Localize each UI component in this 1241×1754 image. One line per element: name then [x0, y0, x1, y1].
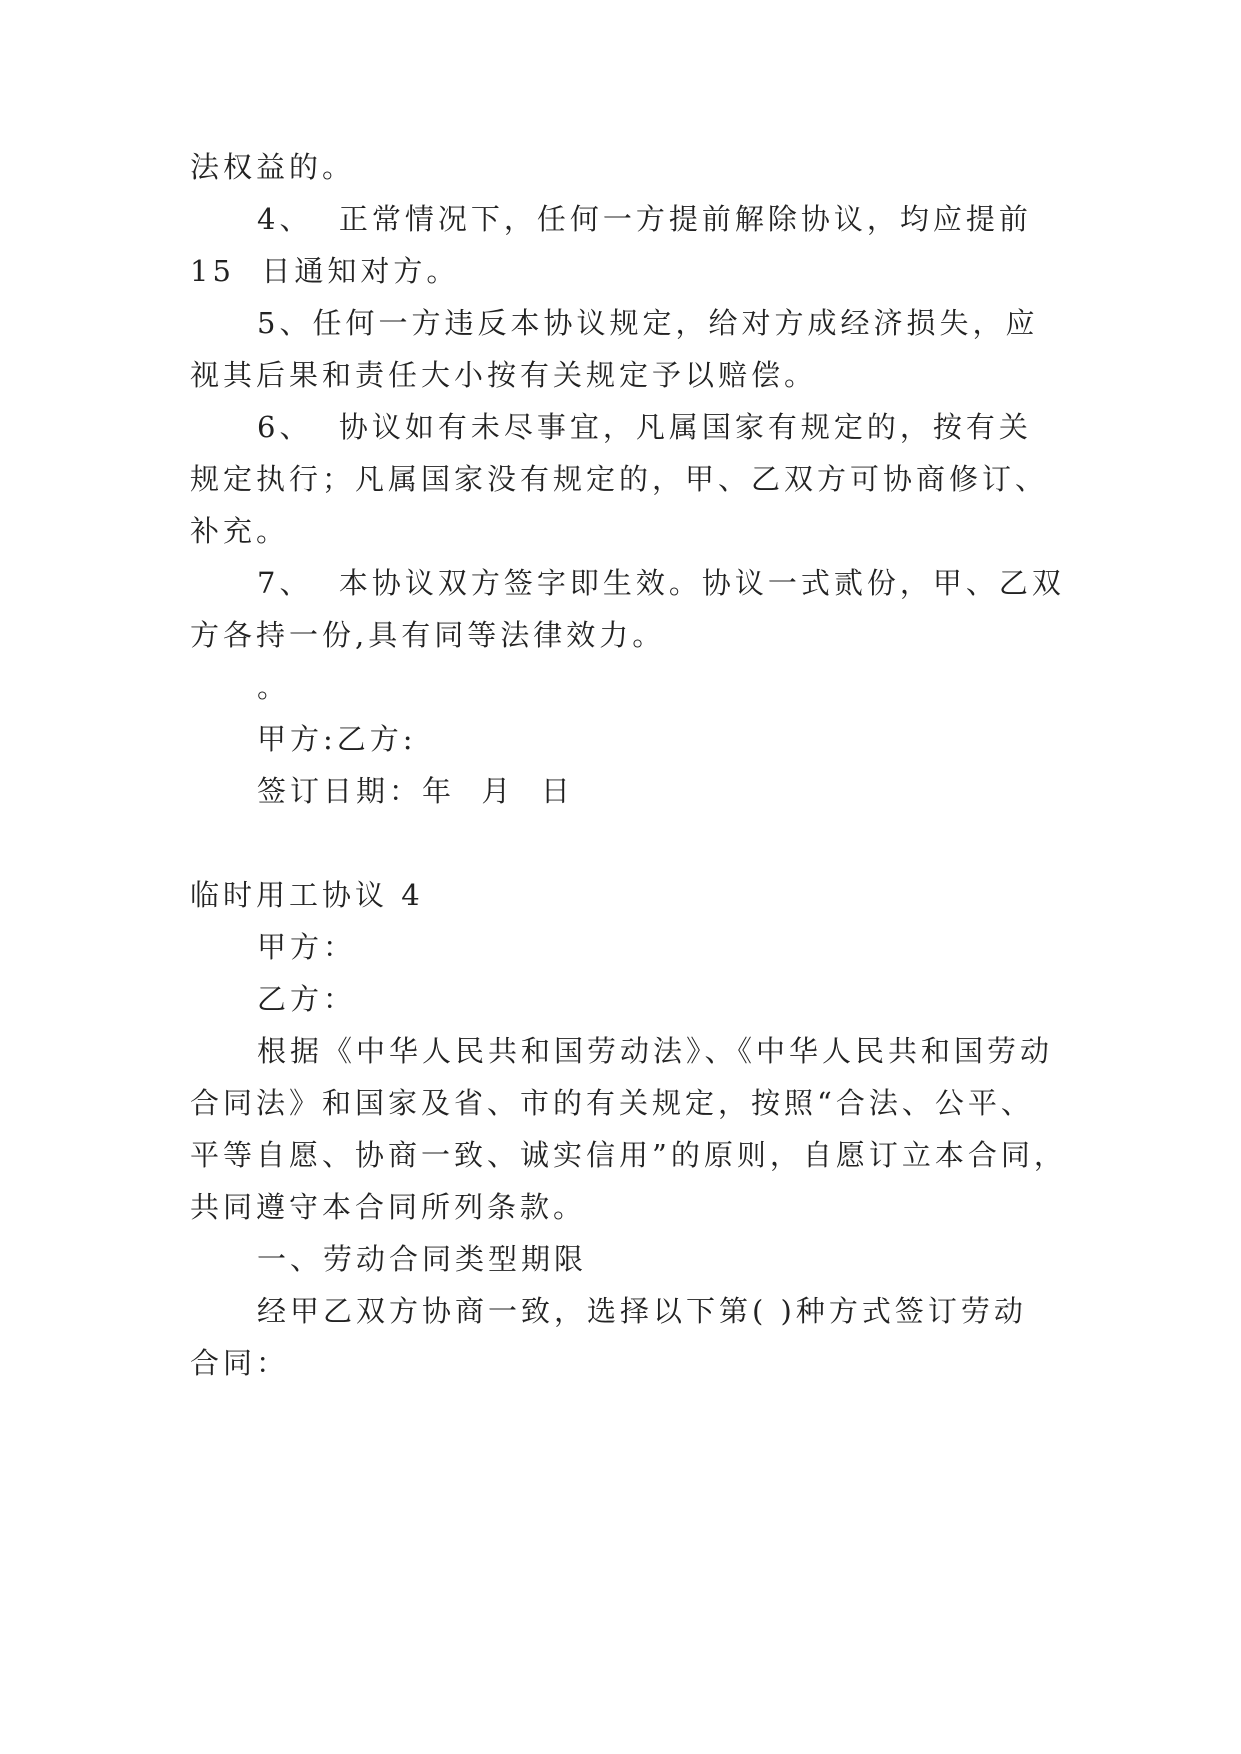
party-a-line: 甲方： — [257, 930, 357, 964]
clause-4-line-2: 15 日通知对方。 — [190, 254, 460, 288]
article-line-1: 经甲乙双方协商一致，选择以下第( )种方式签订劳动 — [257, 1294, 1027, 1328]
clause-6-line-2: 规定执行；凡属国家没有规定的，甲、乙双方可协商修订、 — [190, 462, 1049, 496]
text-line: 法权益的。 — [190, 150, 356, 184]
preamble-line-3: 平等自愿、协商一致、诚实信用”的原则，自愿订立本合同， — [190, 1138, 1067, 1172]
clause-5-line-2: 视其后果和责任大小按有关规定予以赔偿。 — [190, 358, 818, 392]
article-line-2: 合同： — [190, 1346, 290, 1380]
article-heading: 一、劳动合同类型期限 — [257, 1242, 588, 1276]
clause-7-line-2: 方各持一份,具有同等法律效力。 — [190, 618, 666, 652]
party-signature-line: 甲方:乙方: — [257, 722, 417, 756]
preamble-line-1: 根据《中华人民共和国劳动法》、《中华人民共和国劳动 — [257, 1034, 1054, 1068]
preamble-line-2: 合同法》和国家及省、市的有关规定，按照“合法、公平、 — [190, 1086, 1034, 1120]
clause-7-line-1: 7、 本协议双方签字即生效。协议一式贰份，甲、乙双 — [257, 566, 1065, 600]
clause-6-line-3: 补充。 — [190, 514, 290, 548]
preamble-line-4: 共同遵守本合同所列条款。 — [190, 1190, 587, 1224]
clause-4-line-1: 4、 正常情况下，任何一方提前解除协议，均应提前 — [257, 202, 1032, 236]
clause-5-line-1: 5、任何一方违反本协议规定，给对方成经济损失，应 — [257, 306, 1039, 340]
clause-6-line-1: 6、 协议如有未尽事宜，凡属国家有规定的，按有关 — [257, 410, 1032, 444]
party-b-line: 乙方： — [257, 982, 357, 1016]
text-line: 。 — [257, 670, 291, 704]
signing-date-line: 签订日期：年 月 日 — [257, 774, 574, 808]
section-title: 临时用工协议 4 — [190, 878, 424, 912]
